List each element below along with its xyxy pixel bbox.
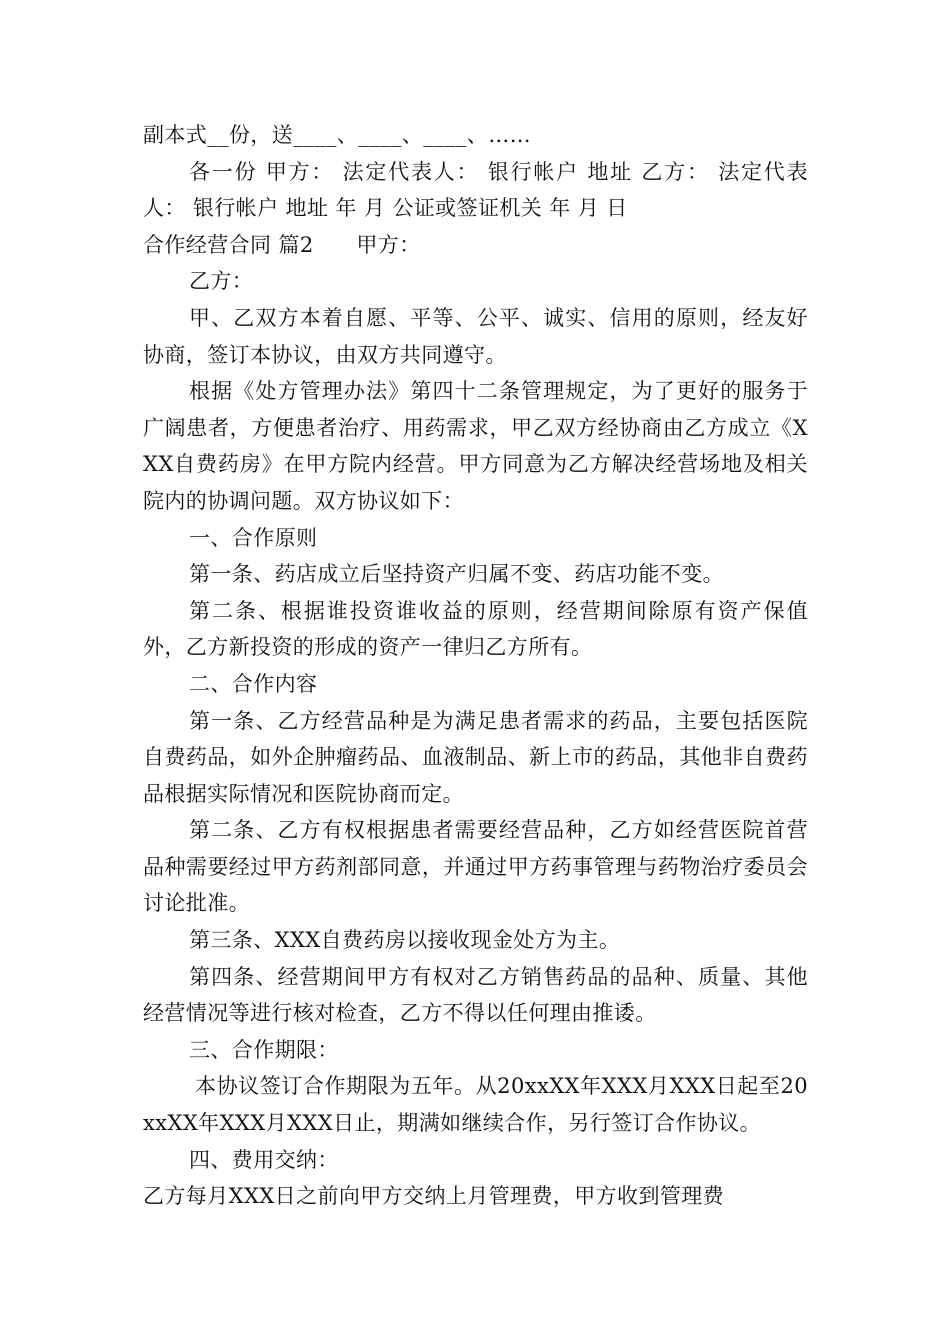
paragraph-signatures: 各一份 甲方： 法定代表人： 银行帐户 地址 乙方： 法定代表人： 银行帐户 地址 年 月 公证或签证机关 年 月 日 bbox=[143, 159, 808, 221]
paragraph-background: 根据《处方管理办法》第四十二条管理规定，为了更好的服务于广阔患者，方便患者治疗、用药需求，甲乙双方经协商由乙方成立《XXX自费药房》在甲方院内经营。甲方同意为乙方解决经营场地及相关院内的协调问题。双方协议如下： bbox=[143, 379, 808, 513]
clause-2-1: 第一条、乙方经营品种是为满足患者需求的药品，主要包括医院自费药品，如外企肿瘤药品、血液制品、新上市的药品，其他非自费药品根据实际情况和医院协商而定。 bbox=[143, 708, 808, 806]
paragraph-contract-title: 合作经营合同 篇2 甲方： bbox=[143, 232, 421, 257]
clause-2-3: 第三条、XXX自费药房以接收现金处方为主。 bbox=[189, 928, 621, 953]
clause-4-1: 乙方每月XXX日之前向甲方交纳上月管理费，甲方收到管理费 bbox=[143, 1184, 725, 1209]
section-heading-3: 三、合作期限： bbox=[189, 1037, 339, 1062]
section-heading-4: 四、费用交纳： bbox=[189, 1147, 339, 1172]
clause-2-2: 第二条、乙方有权根据患者需要经营品种，乙方如经营医院首营品种需要经过甲方药剂部同意，并通过甲方药事管理与药物治疗委员会讨论批准。 bbox=[143, 818, 808, 916]
paragraph-copies: 副本式__份，送____、____、____、…… bbox=[143, 123, 531, 147]
section-heading-1: 一、合作原则 bbox=[189, 525, 318, 550]
paragraph-principle-intro: 甲、乙双方本着自愿、平等、公平、诚实、信用的原则，经友好协商，签订本协议，由双方共同遵守。 bbox=[143, 305, 808, 367]
paragraph-party-b: 乙方： bbox=[189, 269, 254, 294]
clause-1-2: 第二条、根据谁投资谁收益的原则，经营期间除原有资产保值外，乙方新投资的形成的资产一律归乙方所有。 bbox=[143, 598, 808, 660]
clause-1-1: 第一条、药店成立后坚持资产归属不变、药店功能不变。 bbox=[189, 562, 724, 587]
clause-2-4: 第四条、经营期间甲方有权对乙方销售药品的品种、质量、其他经营情况等进行核对检查，乙方不得以任何理由推诿。 bbox=[143, 964, 808, 1026]
document-body bbox=[143, 117, 808, 1215]
clause-3-1: 本协议签订合作期限为五年。从20xxXX年XXX月XXX日起至20xxXX年XXX月XXX日止，期满如继续合作，另行签订合作协议。 bbox=[143, 1074, 808, 1136]
section-heading-2: 二、合作内容 bbox=[189, 671, 318, 696]
